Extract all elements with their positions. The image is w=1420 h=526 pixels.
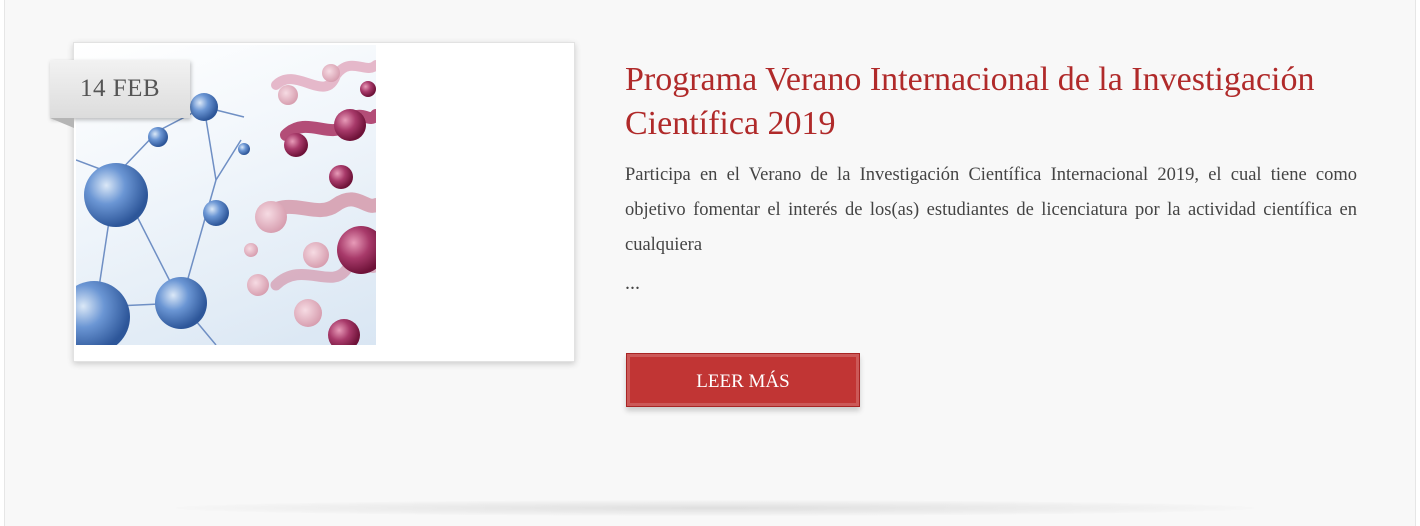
post-title[interactable]: Programa Verano Internacional de la Investigación Científica 2019: [625, 61, 1315, 142]
date-badge-fold: [50, 118, 74, 128]
excerpt-ellipsis: ...: [625, 272, 640, 294]
post-excerpt: Participa en el Verano de la Investigación Científica Internacional 2019, el cual tiene como objetivo fomentar el interés de los(as) estudiantes de licenciatura por la actividad científica en cualquiera: [625, 165, 1357, 255]
card-shadow: [175, 500, 1255, 516]
read-more-button[interactable]: LEER MÁS: [626, 353, 860, 407]
date-badge: 14 FEB: [50, 60, 190, 118]
